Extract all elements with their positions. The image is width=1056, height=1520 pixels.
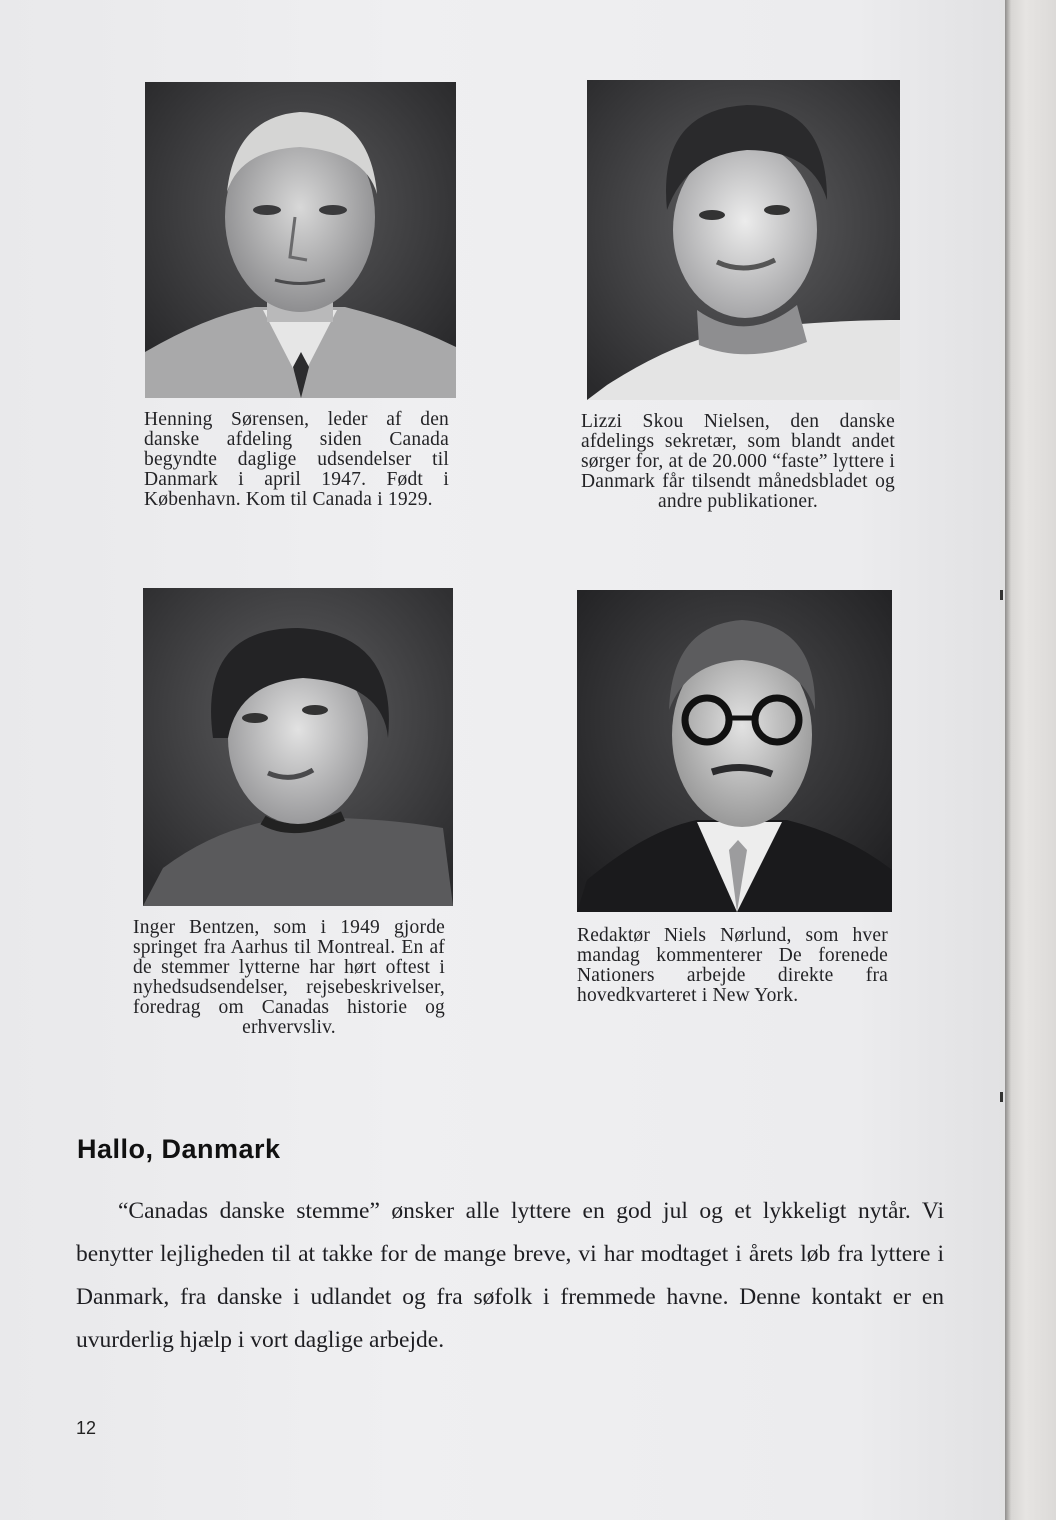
section-body-paragraph: “Canadas danske stemme” ønsker alle lyttere en god jul og et lykkeligt nytår. Vi benytter lejligheden til at takke for de mange breve, vi har modtaget i årets løb fra lyttere i Danmark, fra danske i udlandet og fra søfolk i fremmede havne. Denne kontakt er en uvurderlig hjælp i vort daglige arbejde.: [76, 1198, 944, 1353]
portrait-photo-niels-norlund: [577, 590, 892, 912]
portrait-photo-inger-bentzen: [143, 588, 453, 906]
caption-inger-bentzen: Inger Bentzen, som i 1949 gjorde springet fra Aarhus til Montreal. En af de stemmer lytterne har hørt oftest i nyhedsudsendelser, rejsebeskrivelser, foredrag om Canadas historie og erhvervsliv.: [133, 917, 445, 1038]
section-heading: Hallo, Danmark: [77, 1134, 281, 1164]
portrait-photo-henning-sorensen: [145, 82, 456, 398]
portrait-photo-lizzi-skou-nielsen: [587, 80, 900, 400]
book-gutter: [1005, 0, 1056, 1520]
caption-niels-norlund: Redaktør Niels Nørlund, som hver mandag kommenterer De forenede Nationers arbejde direkte fra hovedkvarteret i New York.: [577, 925, 888, 1006]
caption-henning-sorensen: Henning Sørensen, leder af den danske afdeling siden Canada begyndte daglige udsendelser til Danmark i april 1947. Født i København. Kom til Canada i 1929.: [144, 409, 449, 510]
page-number: 12: [76, 1418, 97, 1438]
binding-mark: [1000, 1092, 1003, 1102]
caption-lizzi-skou-nielsen: Lizzi Skou Nielsen, den danske afdelings sekretær, som blandt andet sørger for, at de 20.000 “faste” lyttere i Danmark får tilsendt månedsbladet og andre publikationer.: [581, 411, 895, 512]
binding-mark: [1000, 590, 1003, 600]
